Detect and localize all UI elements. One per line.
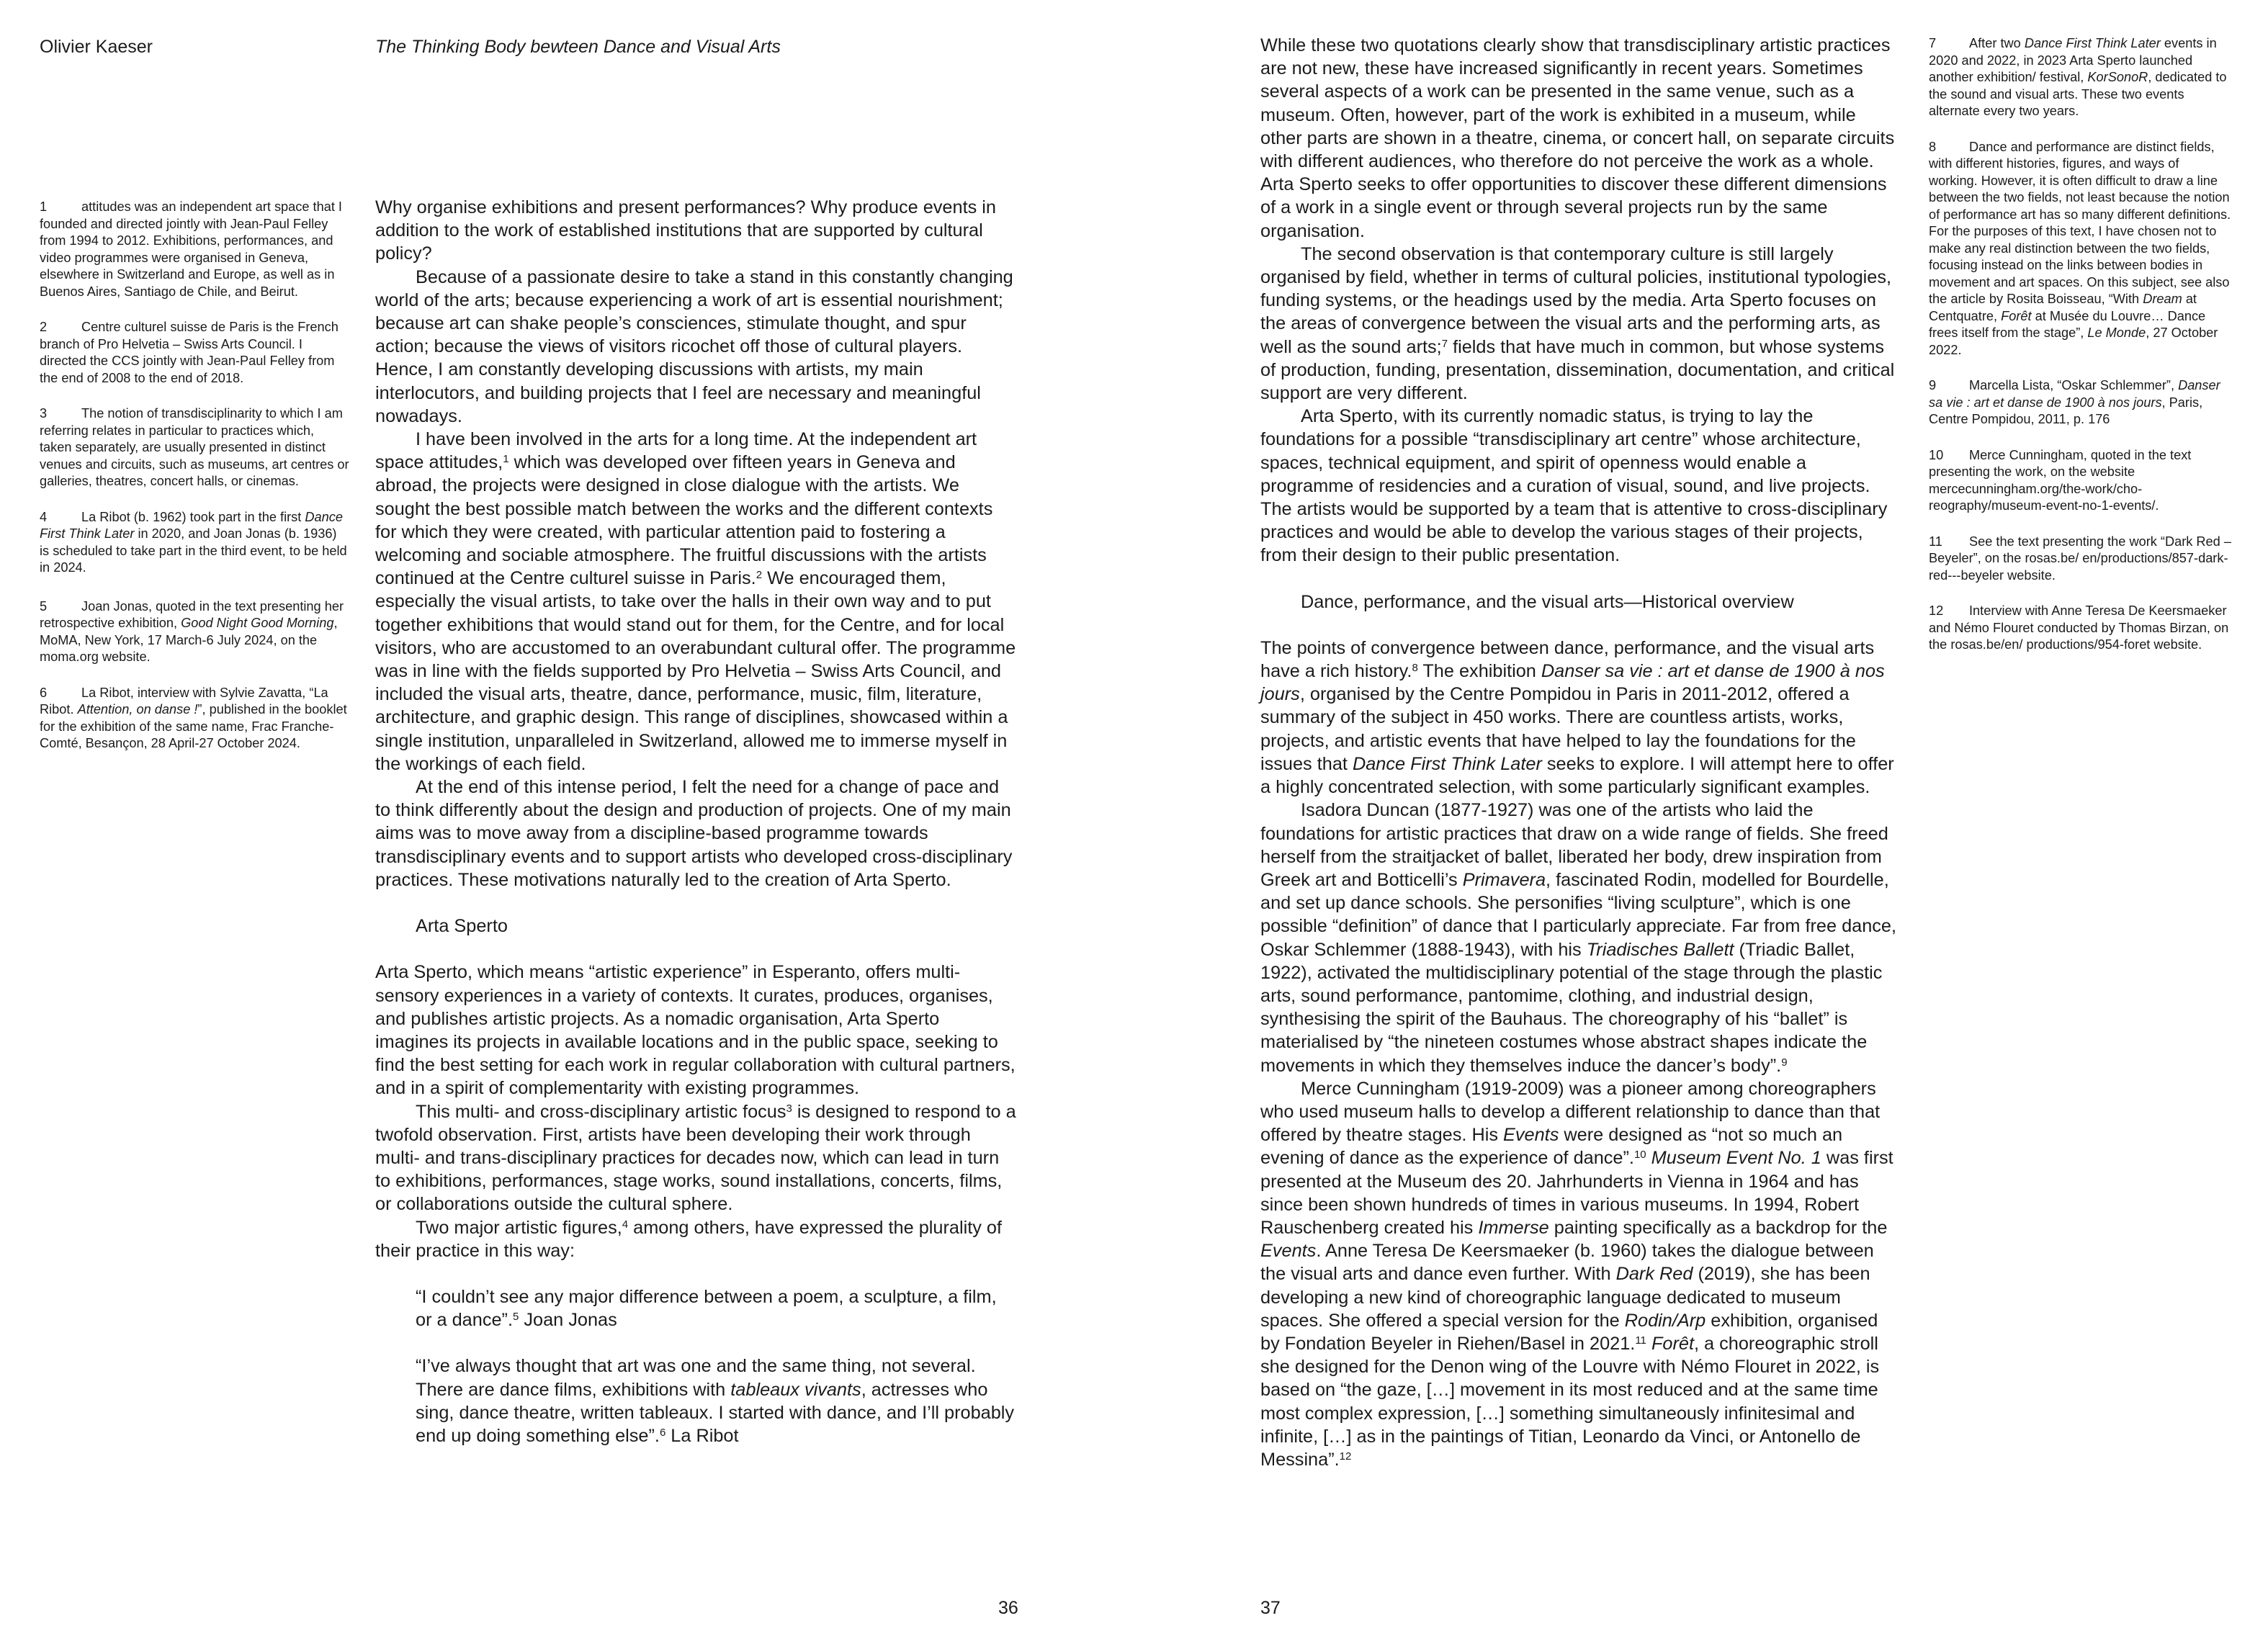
footnote-10 [1929,447,2231,515]
main-text-right [1260,34,1901,1471]
footnote-4: 4 La Ribot (b. 1962) took part in the first Dance First Think Later in 2020, and Joan Jonas (b. 1936) is scheduled to take part in the third event, to be held in 2024. [40,509,347,575]
footnote-ref: 5 [513,1310,519,1323]
footnote-5: 5 Joan Jonas, quoted in the text presenting her retrospective exhibition, Good Night Good Morning, MoMA, New York, 17 March-6 July 2024, on the moma.org website. [40,598,344,664]
footnote-ref: 9 [1781,1056,1788,1069]
footnote-number: 9 [1929,378,1937,392]
section-heading: Arta Sperto [416,916,508,937]
footnote-ref: 7 [1441,337,1448,350]
paragraph: Because of a passionate desire to take a stand in this constantly changing world of the arts; because experiencing a work of art is essential nourishment; because art can shake people’s consciences, stimulate thought, and spur action; because the views of visitors ricochet off those of cultural players. Hence, I am constantly developing discussions with artists, my main interlocutors, and building projects that I feel are necessary and meaningful nowadays. [375,266,1013,426]
footnote-1 [40,199,349,300]
footnote-text: attitudes was an independent art space that I founded and directed jointly with Jean-Paul Felley from 1994 to 2012. Exhibitions, performances, and video programmes were organised in Geneva, elsewhere in Switzerland and Europe, as well as in Buenos Aires, Santiago de Chile, and Beirut. [40,199,342,299]
paragraph: Merce Cunningham (1919-2009) was a pioneer among choreographers who used museum halls to develop a different relationship to dance than that offered by theatre stages. His Events were designed as “not so much an evening of dance as the experience of dance”.$^{10}$ Museum Event No. 1 was first presented at the Museum des 20. Jahrhunderts in Vienna in 1964 and has since been shown hundreds of times in various museums. In 1994, Robert Rauschenberg created his Immerse painting specifically as a backdrop for the Events. Anne Teresa De Keersmaeker (b. 1960) takes the dialogue between the visual arts and dance even further. With Dark Red (2019), she has been developing a new kind of choreographic language dedicated to museum spaces. She offered a special version for the Rodin/Arp exhibition, organised by Fondation Beyeler in Riehen/Basel in 2021.11 Forêt, a choreographic stroll she designed for the Denon wing of the Louvre with Némo Flouret in 2022, is based on “the gaze, […] movement in its most reduced and at the same time most complex expression, […] something simultaneously infinitesimal and infinite, […] as in the paintings of Titian, Leonardo da Vinci, or Antonello de Messina”.$^{12}$ [1260,1078,1893,1470]
paragraph: Arta Sperto, with its currently nomadic status, is trying to lay the foundations for a possible “transdisciplinary art centre” whose architecture, spaces, technical equipment, and spirit of openness would enable a programme of residencies and a curation of visual, sound, and live projects. The artists would be supported by a team that is attentive to cross-disciplinary practices and would be able to develop the various stages of their projects, from their design to their public presentation. [1260,406,1888,566]
footnote-ref: 10 [1633,1149,1646,1162]
footnote-8: 8 Dance and performance are distinct fields, with different histories, figures, and ways of working. However, it is often difficult to draw a line between the two fields, not least because the notion of performance art has so many different definitions. For the purposes of this text, I have chosen not to make any real distinction between the two fields, focusing instead on the links between bodies in movement and art spaces. On this subject, see also the article by Rosita Boisseau, “With Dream at Centquatre, Forêt at Musée du Louvre… Dance frees itself from the stage”, Le Monde, 27 October 2022. [1929,139,2231,357]
footnote-3 [40,405,349,490]
paragraph: This multi- and cross-disciplinary artistic focus$^3$ is designed to respond to a twofold observation. First, artists have been developing their work through multi- and trans-disciplinary practices for decades now, which can lead in turn to exhibitions, performances, stage works, sound installations, concerts, films, or collaborations outside the cultural sphere. [375,1101,1016,1215]
footnote-number: 10 [1929,447,1944,462]
footnote-ref: 1 [503,452,509,465]
footnote-number: 2 [40,320,48,334]
main-text-left [375,196,1016,1447]
paragraph: Why organise exhibitions and present performances? Why produce events in addition to the work of established institutions that are supported by cultural policy? [375,197,996,264]
paragraph: The second observation is that contemporary culture is still largely organised by field, whether in terms of cultural policies, institutional typologies, funding systems, or the headings used by the media. Arta Sperto focuses on the areas of convergence between the visual arts and the performing arts, as well as the sound arts;$^7$ fields that have much in common, but whose systems of production, funding, presentation, dissemination, documentation, and critical support are very different. [1260,243,1895,404]
footnote-ref: 12 [1339,1450,1352,1463]
footnote-ref: 8 [1412,661,1418,674]
paragraph: Two major artistic figures,$^4$ among others, have expressed the plurality of their practice in this way: [375,1217,1003,1261]
right-page [1134,0,2268,1644]
footnote-6: 6 La Ribot, interview with Sylvie Zavatta, “La Ribot. Attention, on danse !”, published in the booklet for the exhibition of the same name, Frac Franche-Comté, Besançon, 28 April-27 October 2024. [40,685,347,750]
footnote-ref: 3 [786,1102,792,1115]
footnote-number: 7 [1929,36,1937,50]
footnote-text: See the text presenting the work “Dark Red – Beyeler”, on the rosas.be/ en/productions/857-dark-red---beyeler website. [1929,534,2231,583]
footnote-9: 9 Marcella Lista, “Oskar Schlemmer”, Danser sa vie : art et danse de 1900 à nos jours, Paris, Centre Pompidou, 2011, p. 176 [1929,378,2220,426]
section-heading: Dance, performance, and the visual arts—Historical overview [1301,591,1794,612]
footnote-number: 11 [1929,534,1942,549]
page-number-right: 37 [1260,1598,1281,1618]
running-header-author: Olivier Kaeser [40,37,153,57]
footnote-text: Merce Cunningham, quoted in the text presenting the work, on the website mercecunningham.org/the-work/choreography/museum-event-no-1-events/. [1929,447,2192,513]
footnote-number: 5 [40,598,48,614]
footnote-ref: 2 [756,569,763,581]
footnote-ref: 4 [622,1218,629,1231]
footnote-number: 3 [40,406,48,421]
footnote-11 [1929,534,2231,585]
quote-la-ribot: “I’ve always thought that art was one and the same thing, not several. There are dance films, exhibitions with tableaux vivants, actresses who sing, dance theatre, written tableaux. I started with dance, and I’ll probably end up doing something else”.$^6$ La Ribot [416,1356,1015,1446]
footnotes-right [1929,35,2231,673]
footnote-number: 4 [40,509,48,524]
paragraph: The points of convergence between dance, performance, and the visual arts have a rich history.$^8$ The exhibition Danser sa vie : art et danse de 1900 à nos jours, organised by the Centre Pompidou in Paris in 2011-2012, offered a summary of the subject in 450 works. There are countless artists, works, projects, and artistic events that have helped to lay the foundations for the issues that Dance First Think Later seeks to explore. I will attempt here to offer a highly concentrated selection, with some particularly significant examples. [1260,637,1894,798]
footnotes-left [40,199,349,771]
footnote-ref: 11 [1635,1334,1646,1347]
paragraph: Isadora Duncan (1877-1927) was one of the artists who laid the foundations for artistic practices that draw on a wide range of fields. She freed herself from the straitjacket of ballet, liberated her body, drew inspiration from Greek art and Botticelli’s Primavera, fascinated Rodin, modelled for Bourdelle, and set up dance schools. She personifies “living sculpture”, which is one possible “definition” of dance that I particularly appreciate. Far from free dance, Oskar Schlemmer (1888-1943), with his Triadisches Ballett (Triadic Ballet, 1922), activated the multidisciplinary potential of the stage through the plastic arts, sound performance, pantomime, clothing, and industrial design, synthesising the spirit of the Bauhaus. The choreography of his “ballet” is materialised by “the nineteen costumes whose abstract shapes indicate the movements in which they themselves induce the dancer’s body”.$^9$ [1260,800,1897,1076]
footnote-ref: 6 [659,1426,666,1439]
footnote-number: 12 [1929,603,1944,618]
paragraph: While these two quotations clearly show that transdisciplinary artistic practices are not new, these have increased significantly in recent years. Sometimes several aspects of a work can be presented in the same venue, such as a museum. Often, however, part of the work is exhibited in a museum, while other parts are shown in a theatre, cinema, or concert hall, on separate circuits with different audiences, who therefore do not perceive the work as a whole. Arta Sperto seeks to offer opportunities to discover these different dimensions of a work in a single event or through several projects run by the same organisation. [1260,35,1895,241]
quote-joan-jonas: “I couldn’t see any major difference between a poem, a sculpture, a film, or a dance”.$^5$ Joan Jonas [416,1286,997,1331]
footnote-number: 8 [1929,139,1937,154]
footnote-text: The notion of transdisciplinarity to which I am referring relates in particular to practices which, taken separately, are usually presented in distinct venues and circuits, such as museums, art centres or galleries, theatres, concert halls, or cinemas. [40,406,349,488]
footnote-number: 6 [40,685,48,700]
footnote-text: Interview with Anne Teresa De Keersmaeker and Némo Flouret conducted by Thomas Birzan, on the rosas.be/en/ productions/954-foret website. [1929,603,2229,652]
paragraph: At the end of this intense period, I felt the need for a change of pace and to think differently about the design and production of projects. One of my main aims was to move away from a discipline-based programme towards transdisciplinary events and to support artists who developed cross-disciplinary practices. These motivations naturally led to the creation of Arta Sperto. [375,777,1013,890]
footnote-12 [1929,603,2231,654]
paragraph: Arta Sperto, which means “artistic experience” in Esperanto, offers multi-sensory experiences in a variety of contexts. It curates, produces, organises, and publishes artistic projects. As a nomadic organisation, Arta Sperto imagines its projects in available locations and in the public space, seeking to find the best setting for each work in regular collaboration with cultural partners, and in a spirit of complementarity with existing programmes. [375,962,1016,1099]
paragraph: I have been involved in the arts for a long time. At the independent art space attitudes,$^1$ which was developed over fifteen years in Geneva and abroad, the projects were designed in close dialogue with the artists. We sought the best possible match between the works and the different contexts for which they were created, with particular attention paid to fostering a welcoming and sociable atmosphere. The fruitful discussions with the artists continued at the Centre culturel suisse in Paris.$^2$ We encouraged them, especially the visual artists, to take over the halls in their own way and to put together exhibitions that would stand out for them, for the Centre, and for local visitors, who are accustomed to an overabundant cultural offer. The programme was in line with the fields supported by Pro Helvetia – Swiss Arts Council, and included the visual arts, theatre, dance, performance, music, film, literature, architecture, and graphic design. This range of disciplines, showcased within a single institution, unparalleled in Switzerland, allowed me to immerse myself in the workings of each field. [375,429,1016,774]
footnote-2 [40,319,349,387]
footnote-7: 7 After two Dance First Think Later events in 2020 and 2022, in 2023 Arta Sperto launched another exhibition/ festival, KorSonoR, dedicated to the sound and visual arts. These two events alternate every two years. [1929,36,2227,118]
running-header-title: The Thinking Body bewteen Dance and Visual Arts [375,37,781,57]
footnote-number: 1 [40,199,48,214]
footnote-text: Centre culturel suisse de Paris is the French branch of Pro Helvetia – Swiss Arts Council. I directed the CCS jointly with Jean-Paul Felley from the end of 2008 to the end of 2018. [40,320,339,385]
page-number-left: 36 [998,1598,1018,1618]
